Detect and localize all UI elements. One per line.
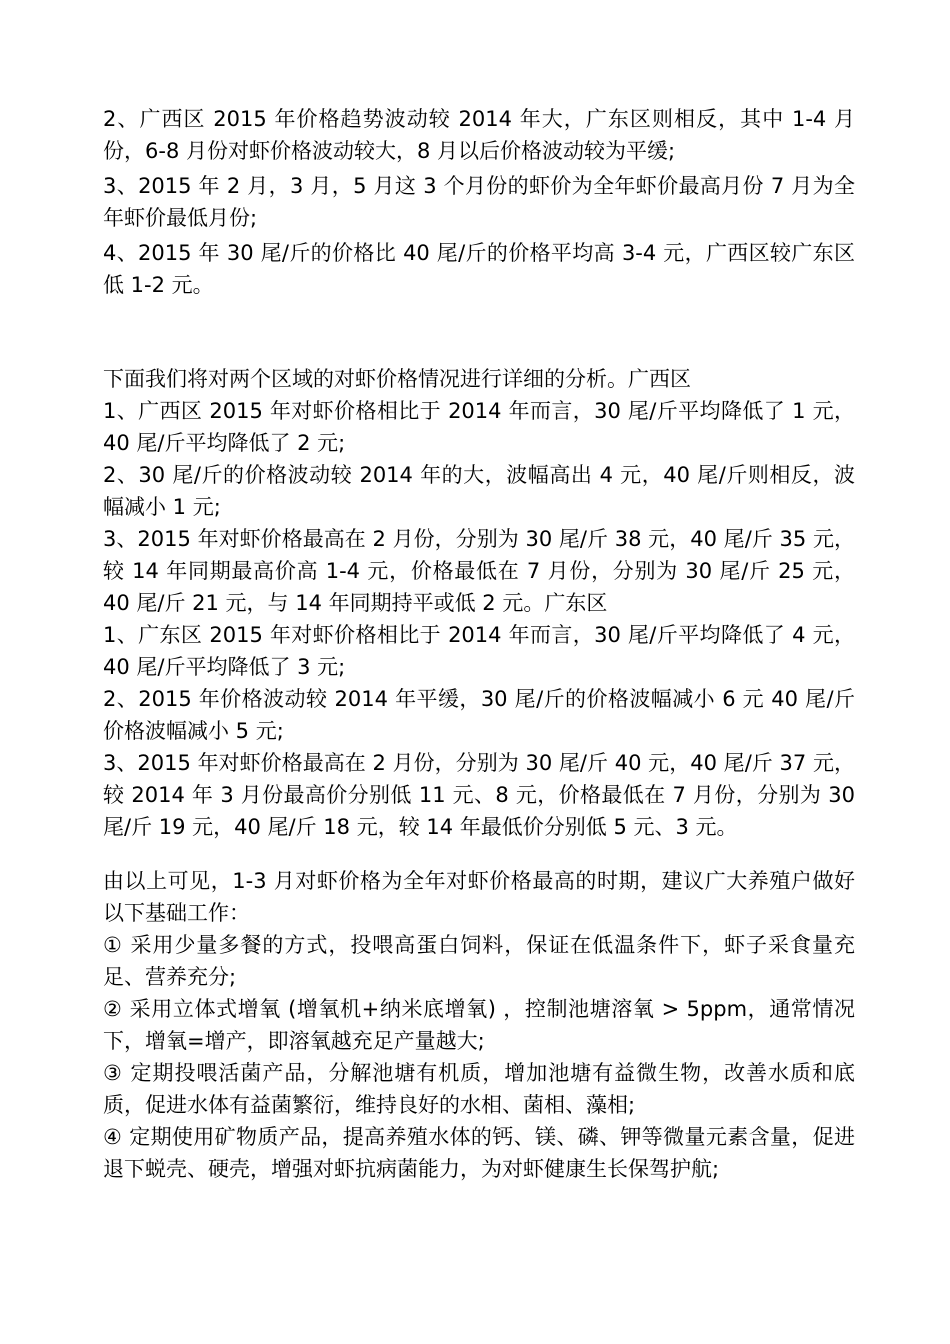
advice-item-1: ① 采用少量多餐的方式，投喂高蛋白饲料，保证在低温条件下，虾子采食量充足、营养充分; [103, 933, 855, 989]
guangdong-point-2: 2、2015 年价格波动较 2014 年平缓，30 尾/斤的价格波幅减小 6 元 40 尾/斤价格波幅减小 5 元; [103, 687, 855, 743]
advice-intro: 由以上可见，1-3 月对虾价格为全年对虾价格最高的时期，建议广大养殖户做好以下基础工作： [103, 869, 855, 925]
summary-section [103, 103, 855, 301]
section-spacer [103, 304, 855, 363]
advice-item-3: ③ 定期投喂活菌产品，分解池塘有机质，增加池塘有益微生物，改善水质和底质，促进水体有益菌繁衍，维持良好的水相、菌相、藻相; [103, 1061, 855, 1117]
guangxi-point-1: 1、广西区 2015 年对虾价格相比于 2014 年而言，30 尾/斤平均降低了 1 元，40 尾/斤平均降低了 2 元; [103, 399, 855, 455]
advice-section [103, 865, 855, 1185]
analysis-intro: 下面我们将对两个区域的对虾价格情况进行详细的分析。广西区 [103, 367, 691, 391]
summary-point-3: 3、2015 年 2 月，3 月，5 月这 3 个月份的虾价为全年虾价最高月份 7 月为全年虾价最低月份; [103, 174, 855, 230]
analysis-section [103, 363, 855, 843]
section-spacer [103, 843, 855, 865]
guangxi-point-2: 2、30 尾/斤的价格波动较 2014 年的大，波幅高出 4 元，40 尾/斤则相反，波幅减小 1 元; [103, 463, 855, 519]
guangxi-point-3: 3、2015 年对虾价格最高在 2 月份，分别为 30 尾/斤 38 元，40 尾/斤 35 元，较 14 年同期最高价高 1-4 元，价格最低在 7 月份，分别为 30 尾/斤 25 元，40 尾/斤 21 元，与 14 年同期持平或低 2 元。广东区 [103, 527, 855, 615]
summary-point-2: 2、广西区 2015 年价格趋势波动较 2014 年大，广东区则相反，其中 1-4 月份，6-8 月份对虾价格波动较大，8 月以后价格波动较为平缓; [103, 107, 855, 163]
guangdong-point-1: 1、广东区 2015 年对虾价格相比于 2014 年而言，30 尾/斤平均降低了 4 元，40 尾/斤平均降低了 3 元; [103, 623, 855, 679]
advice-item-4: ④ 定期使用矿物质产品，提高养殖水体的钙、镁、磷、钾等微量元素含量，促进退下蜕壳、硬壳，增强对虾抗病菌能力，为对虾健康生长保驾护航; [103, 1125, 855, 1181]
advice-item-2: ② 采用立体式增氧 (增氧机+纳米底增氧) ，控制池塘溶氧 > 5ppm，通常情况下，增氧=增产，即溶氧越充足产量越大; [103, 997, 855, 1053]
document-page [103, 103, 855, 1185]
summary-point-4: 4、2015 年 30 尾/斤的价格比 40 尾/斤的价格平均高 3-4 元，广西区较广东区低 1-2 元。 [103, 241, 855, 297]
guangdong-point-3: 3、2015 年对虾价格最高在 2 月份，分别为 30 尾/斤 40 元，40 尾/斤 37 元，较 2014 年 3 月份最高价分别低 11 元、8 元，价格最低在 7 月份，分别为 30 尾/斤 19 元，40 尾/斤 18 元，较 14 年最低价分别低 5 元、3 元。 [103, 751, 855, 839]
